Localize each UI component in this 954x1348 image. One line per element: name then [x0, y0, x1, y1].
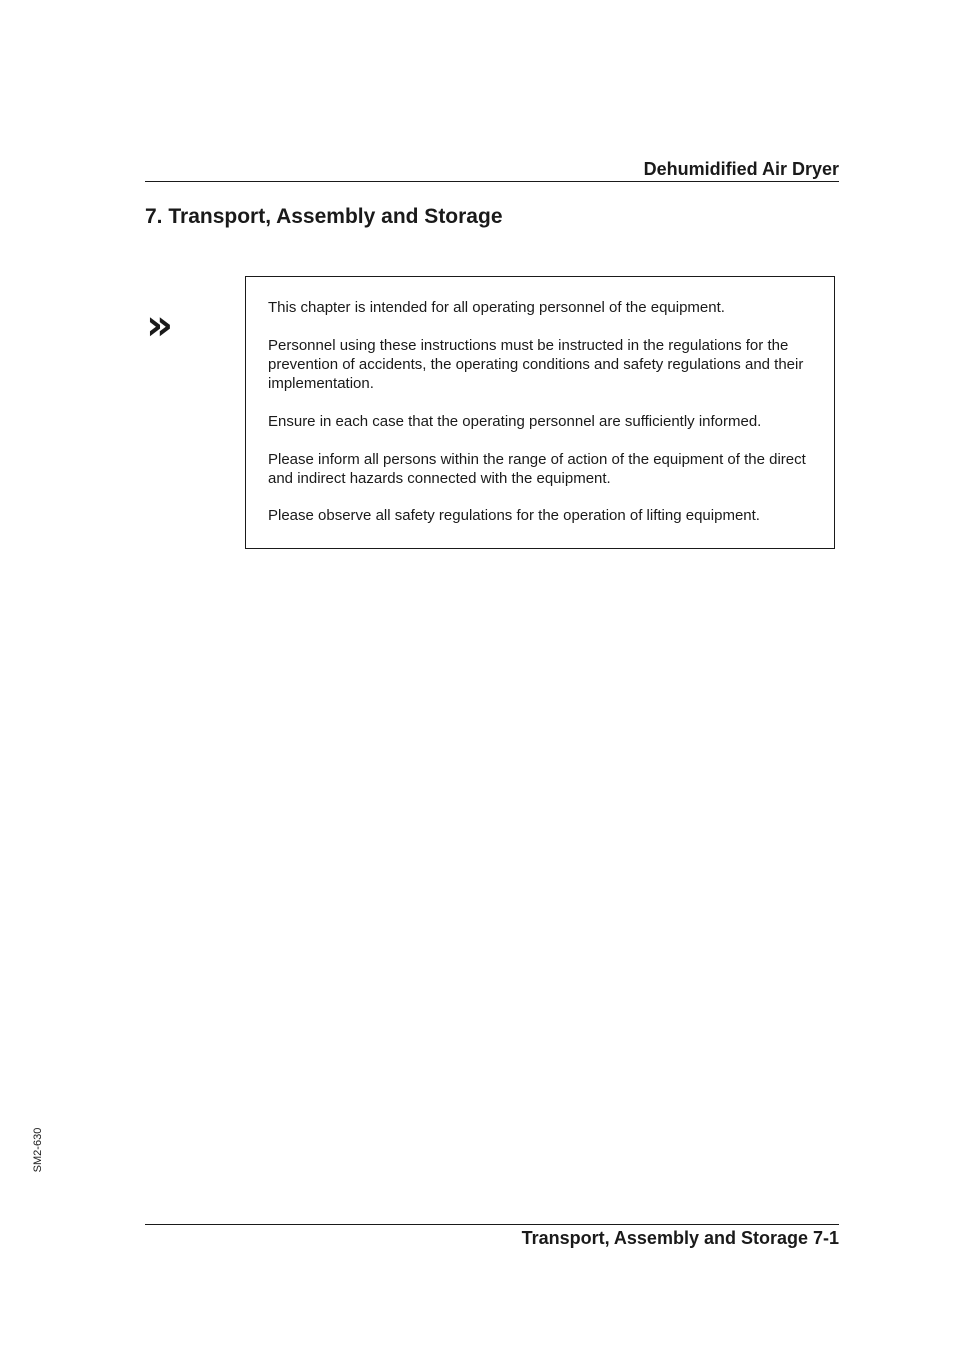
notice-paragraph-1: This chapter is intended for all operating personnel of the equipment. — [268, 299, 725, 316]
notice-paragraph-2: Personnel using these instructions must be instructed in the regulations for the prevention of accidents, the operating conditions and safety regulations and their implementation. — [268, 337, 804, 392]
note-marker-icon: » — [146, 300, 174, 349]
header-divider — [145, 181, 839, 182]
header-title: Dehumidified Air Dryer — [643, 159, 839, 179]
notice-paragraph-4: Please inform all persons within the range of action of the equipment of the direct and indirect hazards connected with the equipment. — [268, 451, 806, 487]
chapter-title: 7. Transport, Assembly and Storage — [145, 205, 503, 228]
footer-divider — [145, 1224, 839, 1225]
notice-box — [245, 276, 835, 549]
notice-paragraph-3: Ensure in each case that the operating personnel are sufficiently informed. — [268, 413, 762, 430]
notice-paragraph-5: Please observe all safety regulations for the operation of lifting equipment. — [268, 507, 760, 524]
document-code: SM2-630 — [32, 1127, 44, 1173]
footer-title: Transport, Assembly and Storage 7-1 — [521, 1228, 839, 1248]
